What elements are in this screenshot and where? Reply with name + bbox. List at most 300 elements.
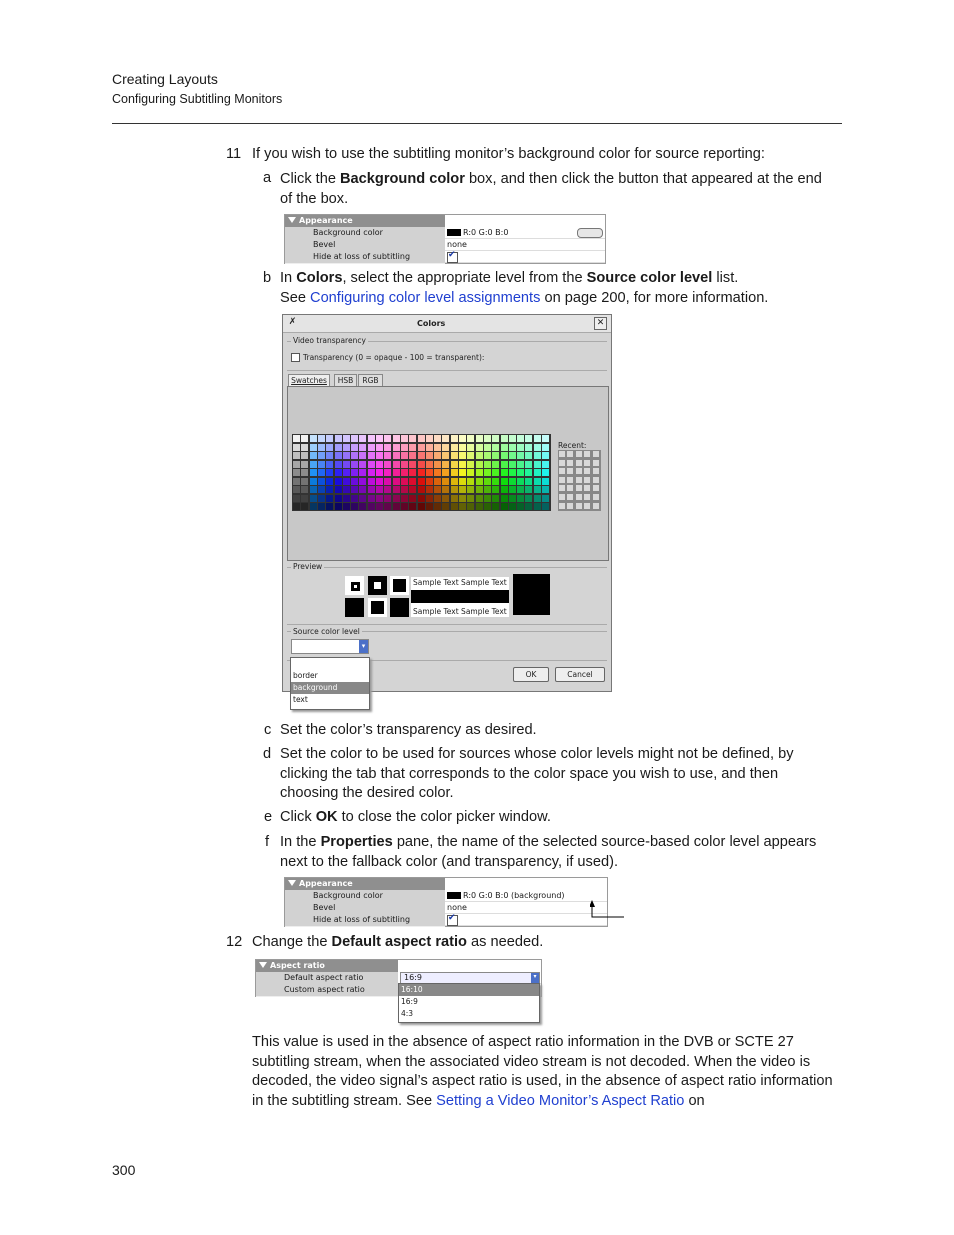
recent-cell[interactable] xyxy=(559,477,565,483)
recent-cell[interactable] xyxy=(584,485,590,491)
swatch-cell[interactable] xyxy=(335,461,342,468)
swatch-cell[interactable] xyxy=(343,461,350,468)
swatch-cell[interactable] xyxy=(409,435,416,442)
swatch-cell[interactable] xyxy=(442,444,449,451)
swatch-cell[interactable] xyxy=(310,435,317,442)
recent-cell[interactable] xyxy=(593,503,599,509)
swatch-cell[interactable] xyxy=(451,486,458,493)
swatch-cell[interactable] xyxy=(318,469,325,476)
source-color-level-select[interactable] xyxy=(291,639,369,654)
swatch-cell[interactable] xyxy=(525,435,532,442)
swatch-cell[interactable] xyxy=(318,452,325,459)
swatch-cell[interactable] xyxy=(368,444,375,451)
swatch-cell[interactable] xyxy=(326,435,333,442)
swatch-cell[interactable] xyxy=(476,486,483,493)
option-16-10[interactable]: 16:10 xyxy=(399,984,539,996)
swatch-cell[interactable] xyxy=(542,435,549,442)
swatch-cell[interactable] xyxy=(451,503,458,510)
swatch-cell[interactable] xyxy=(368,486,375,493)
swatch-cell[interactable] xyxy=(376,435,383,442)
recent-cell[interactable] xyxy=(584,451,590,457)
swatch-cell[interactable] xyxy=(351,486,358,493)
swatch-cell[interactable] xyxy=(293,469,300,476)
swatch-cell[interactable] xyxy=(293,503,300,510)
swatch-cell[interactable] xyxy=(476,503,483,510)
swatch-cell[interactable] xyxy=(335,469,342,476)
swatch-cell[interactable] xyxy=(359,444,366,451)
swatch-cell[interactable] xyxy=(293,478,300,485)
recent-cell[interactable] xyxy=(593,485,599,491)
swatch-cell[interactable] xyxy=(359,495,366,502)
swatch-cell[interactable] xyxy=(326,452,333,459)
swatch-cell[interactable] xyxy=(459,469,466,476)
swatch-cell[interactable] xyxy=(434,469,441,476)
swatch-cell[interactable] xyxy=(376,444,383,451)
recent-cell[interactable] xyxy=(576,451,582,457)
swatch-cell[interactable] xyxy=(484,503,491,510)
swatch-cell[interactable] xyxy=(434,503,441,510)
swatch-cell[interactable] xyxy=(442,503,449,510)
aspect-ratio-dropdown[interactable] xyxy=(398,983,540,1023)
swatch-cell[interactable] xyxy=(501,503,508,510)
swatch-cell[interactable] xyxy=(501,444,508,451)
swatch-cell[interactable] xyxy=(376,503,383,510)
swatch-cell[interactable] xyxy=(542,486,549,493)
option-4-3[interactable]: 4:3 xyxy=(401,1009,414,1018)
swatch-cell[interactable] xyxy=(484,495,491,502)
swatch-cell[interactable] xyxy=(451,495,458,502)
swatch-cell[interactable] xyxy=(368,452,375,459)
swatch-cell[interactable] xyxy=(393,452,400,459)
swatch-cell[interactable] xyxy=(426,486,433,493)
swatch-cell[interactable] xyxy=(326,444,333,451)
swatch-cell[interactable] xyxy=(343,444,350,451)
swatch-cell[interactable] xyxy=(384,435,391,442)
swatch-cell[interactable] xyxy=(326,495,333,502)
swatch-cell[interactable] xyxy=(343,486,350,493)
swatch-cell[interactable] xyxy=(517,478,524,485)
swatch-cell[interactable] xyxy=(442,461,449,468)
swatch-cell[interactable] xyxy=(359,486,366,493)
swatch-cell[interactable] xyxy=(351,444,358,451)
swatch-cell[interactable] xyxy=(376,478,383,485)
swatch-cell[interactable] xyxy=(509,486,516,493)
swatch-cell[interactable] xyxy=(343,435,350,442)
swatch-cell[interactable] xyxy=(301,452,308,459)
swatch-cell[interactable] xyxy=(293,452,300,459)
swatch-cell[interactable] xyxy=(426,469,433,476)
swatch-cell[interactable] xyxy=(393,495,400,502)
swatch-cell[interactable] xyxy=(343,478,350,485)
swatch-cell[interactable] xyxy=(409,444,416,451)
swatch-cell[interactable] xyxy=(534,503,541,510)
swatch-cell[interactable] xyxy=(376,452,383,459)
swatch-cell[interactable] xyxy=(301,495,308,502)
color-picker-button[interactable] xyxy=(577,228,603,238)
swatch-cell[interactable] xyxy=(426,495,433,502)
recent-cell[interactable] xyxy=(593,451,599,457)
swatch-cell[interactable] xyxy=(534,478,541,485)
swatch-cell[interactable] xyxy=(501,469,508,476)
swatch-cell[interactable] xyxy=(293,461,300,468)
recent-cell[interactable] xyxy=(559,503,565,509)
swatch-cell[interactable] xyxy=(509,452,516,459)
recent-cell[interactable] xyxy=(584,477,590,483)
swatch-cell[interactable] xyxy=(451,478,458,485)
swatch-cell[interactable] xyxy=(335,478,342,485)
swatch-cell[interactable] xyxy=(351,435,358,442)
aspect-ratio-link[interactable]: Setting a Video Monitor’s Aspect Ratio xyxy=(436,1092,685,1109)
swatch-cell[interactable] xyxy=(525,503,532,510)
tab-rgb[interactable]: RGB xyxy=(358,374,383,387)
recent-cell[interactable] xyxy=(584,468,590,474)
swatch-cell[interactable] xyxy=(301,469,308,476)
swatch-cell[interactable] xyxy=(310,503,317,510)
swatch-cell[interactable] xyxy=(418,486,425,493)
recent-cell[interactable] xyxy=(559,460,565,466)
swatch-cell[interactable] xyxy=(418,452,425,459)
option-background[interactable]: background xyxy=(291,682,369,694)
swatch-cell[interactable] xyxy=(351,452,358,459)
swatch-cell[interactable] xyxy=(492,444,499,451)
swatch-cell[interactable] xyxy=(384,444,391,451)
swatch-cell[interactable] xyxy=(534,444,541,451)
recent-cell[interactable] xyxy=(576,460,582,466)
swatch-cell[interactable] xyxy=(343,452,350,459)
swatch-cell[interactable] xyxy=(418,495,425,502)
swatch-cell[interactable] xyxy=(359,503,366,510)
cancel-button[interactable]: Cancel xyxy=(555,667,605,682)
swatch-cell[interactable] xyxy=(393,461,400,468)
swatch-cell[interactable] xyxy=(451,435,458,442)
swatch-cell[interactable] xyxy=(310,495,317,502)
swatch-cell[interactable] xyxy=(517,435,524,442)
configuring-link[interactable]: Configuring color level assignments xyxy=(310,289,541,306)
swatch-cell[interactable] xyxy=(525,452,532,459)
recent-cell[interactable] xyxy=(559,451,565,457)
swatch-cell[interactable] xyxy=(368,495,375,502)
swatch-cell[interactable] xyxy=(310,469,317,476)
swatch-cell[interactable] xyxy=(509,461,516,468)
swatch-cell[interactable] xyxy=(384,452,391,459)
background-color-field[interactable]: R:0 G:0 B:0 xyxy=(445,227,605,239)
swatch-cell[interactable] xyxy=(418,461,425,468)
swatch-cell[interactable] xyxy=(509,478,516,485)
swatch-cell[interactable] xyxy=(401,469,408,476)
swatch-cell[interactable] xyxy=(376,469,383,476)
swatch-cell[interactable] xyxy=(351,495,358,502)
swatch-cell[interactable] xyxy=(409,503,416,510)
swatch-cell[interactable] xyxy=(467,495,474,502)
swatch-cell[interactable] xyxy=(376,486,383,493)
swatch-cell[interactable] xyxy=(534,469,541,476)
swatch-cell[interactable] xyxy=(418,444,425,451)
swatch-cell[interactable] xyxy=(335,486,342,493)
swatch-cell[interactable] xyxy=(442,478,449,485)
swatch-cell[interactable] xyxy=(501,461,508,468)
swatch-cell[interactable] xyxy=(509,444,516,451)
swatch-cell[interactable] xyxy=(484,452,491,459)
swatch-cell[interactable] xyxy=(318,495,325,502)
swatch-cell[interactable] xyxy=(426,452,433,459)
swatch-cell[interactable] xyxy=(318,478,325,485)
swatch-cell[interactable] xyxy=(326,486,333,493)
swatch-cell[interactable] xyxy=(401,503,408,510)
swatch-cell[interactable] xyxy=(484,444,491,451)
swatch-cell[interactable] xyxy=(409,495,416,502)
swatch-cell[interactable] xyxy=(409,461,416,468)
swatch-cell[interactable] xyxy=(525,486,532,493)
swatch-cell[interactable] xyxy=(509,503,516,510)
tab-hsb[interactable]: HSB xyxy=(334,374,357,387)
swatch-cell[interactable] xyxy=(376,495,383,502)
swatch-cell[interactable] xyxy=(335,452,342,459)
swatch-cell[interactable] xyxy=(384,486,391,493)
swatch-cell[interactable] xyxy=(467,444,474,451)
swatch-cell[interactable] xyxy=(318,435,325,442)
recent-cell[interactable] xyxy=(576,485,582,491)
swatch-cell[interactable] xyxy=(509,435,516,442)
swatch-cell[interactable] xyxy=(467,469,474,476)
swatch-cell[interactable] xyxy=(384,495,391,502)
tab-swatches[interactable]: Swatches xyxy=(288,374,330,387)
swatch-cell[interactable] xyxy=(418,435,425,442)
swatch-cell[interactable] xyxy=(409,452,416,459)
swatch-cell[interactable] xyxy=(359,478,366,485)
recent-cell[interactable] xyxy=(567,503,573,509)
swatch-cell[interactable] xyxy=(476,495,483,502)
swatch-cell[interactable] xyxy=(418,478,425,485)
swatch-cell[interactable] xyxy=(534,452,541,459)
swatch-cell[interactable] xyxy=(310,444,317,451)
recent-cell[interactable] xyxy=(593,468,599,474)
swatch-cell[interactable] xyxy=(525,444,532,451)
swatch-cell[interactable] xyxy=(401,444,408,451)
swatch-cell[interactable] xyxy=(525,461,532,468)
swatch-cell[interactable] xyxy=(476,469,483,476)
swatch-cell[interactable] xyxy=(459,486,466,493)
swatch-cell[interactable] xyxy=(401,486,408,493)
swatch-cell[interactable] xyxy=(534,486,541,493)
chevron-down-icon[interactable]: ▾ xyxy=(531,973,539,983)
swatch-cell[interactable] xyxy=(351,469,358,476)
swatch-cell[interactable] xyxy=(476,435,483,442)
swatch-cell[interactable] xyxy=(501,478,508,485)
swatch-cell[interactable] xyxy=(467,486,474,493)
swatch-cell[interactable] xyxy=(459,478,466,485)
swatch-cell[interactable] xyxy=(542,495,549,502)
swatch-cell[interactable] xyxy=(384,461,391,468)
swatch-cell[interactable] xyxy=(301,444,308,451)
recent-grid[interactable] xyxy=(558,450,601,511)
option-16-9[interactable]: 16:9 xyxy=(401,997,418,1006)
swatch-cell[interactable] xyxy=(476,478,483,485)
swatch-cell[interactable] xyxy=(542,469,549,476)
swatch-cell[interactable] xyxy=(492,452,499,459)
swatch-cell[interactable] xyxy=(393,478,400,485)
swatch-cell[interactable] xyxy=(442,435,449,442)
swatch-cell[interactable] xyxy=(476,461,483,468)
option-text[interactable]: text xyxy=(293,695,308,704)
swatch-cell[interactable] xyxy=(426,503,433,510)
recent-cell[interactable] xyxy=(584,460,590,466)
recent-cell[interactable] xyxy=(567,460,573,466)
swatch-cell[interactable] xyxy=(426,461,433,468)
recent-cell[interactable] xyxy=(593,494,599,500)
ok-button[interactable]: OK xyxy=(513,667,549,682)
transparency-checkbox[interactable] xyxy=(291,353,300,362)
swatch-cell[interactable] xyxy=(368,435,375,442)
swatch-cell[interactable] xyxy=(368,503,375,510)
swatch-cell[interactable] xyxy=(335,444,342,451)
swatch-cell[interactable] xyxy=(525,478,532,485)
swatch-cell[interactable] xyxy=(326,461,333,468)
swatch-cell[interactable] xyxy=(418,469,425,476)
swatch-cell[interactable] xyxy=(351,478,358,485)
swatch-cell[interactable] xyxy=(467,478,474,485)
swatch-cell[interactable] xyxy=(293,495,300,502)
swatch-cell[interactable] xyxy=(351,461,358,468)
swatch-cell[interactable] xyxy=(534,495,541,502)
swatch-cell[interactable] xyxy=(409,486,416,493)
swatch-cell[interactable] xyxy=(310,478,317,485)
swatch-cell[interactable] xyxy=(426,478,433,485)
swatch-cell[interactable] xyxy=(451,461,458,468)
swatch-cell[interactable] xyxy=(525,495,532,502)
swatch-cell[interactable] xyxy=(359,435,366,442)
aspect-ratio-select[interactable]: 16:9 ▾ xyxy=(400,972,540,984)
swatch-cell[interactable] xyxy=(459,452,466,459)
swatch-cell[interactable] xyxy=(492,435,499,442)
swatch-cell[interactable] xyxy=(509,495,516,502)
recent-cell[interactable] xyxy=(593,460,599,466)
swatch-cell[interactable] xyxy=(384,478,391,485)
swatch-cell[interactable] xyxy=(293,444,300,451)
swatch-cell[interactable] xyxy=(401,461,408,468)
swatch-cell[interactable] xyxy=(492,495,499,502)
swatch-cell[interactable] xyxy=(335,435,342,442)
swatch-cell[interactable] xyxy=(534,435,541,442)
swatch-cell[interactable] xyxy=(393,486,400,493)
swatch-cell[interactable] xyxy=(343,495,350,502)
swatch-cell[interactable] xyxy=(484,435,491,442)
swatch-cell[interactable] xyxy=(459,435,466,442)
swatch-cell[interactable] xyxy=(542,461,549,468)
swatch-cell[interactable] xyxy=(426,435,433,442)
swatch-cell[interactable] xyxy=(492,486,499,493)
swatch-cell[interactable] xyxy=(301,478,308,485)
swatch-cell[interactable] xyxy=(343,503,350,510)
swatch-cell[interactable] xyxy=(393,469,400,476)
recent-cell[interactable] xyxy=(584,494,590,500)
recent-cell[interactable] xyxy=(567,477,573,483)
swatch-cell[interactable] xyxy=(393,444,400,451)
swatch-cell[interactable] xyxy=(368,469,375,476)
option-border[interactable]: border xyxy=(293,671,318,680)
swatch-cell[interactable] xyxy=(542,503,549,510)
swatch-cell[interactable] xyxy=(335,495,342,502)
swatch-cell[interactable] xyxy=(434,444,441,451)
swatch-cell[interactable] xyxy=(393,503,400,510)
swatch-cell[interactable] xyxy=(484,478,491,485)
swatch-cell[interactable] xyxy=(525,469,532,476)
chevron-down-icon[interactable]: ▾ xyxy=(359,640,368,653)
swatch-cell[interactable] xyxy=(517,486,524,493)
hide-checkbox[interactable] xyxy=(447,252,458,263)
recent-cell[interactable] xyxy=(584,503,590,509)
swatch-cell[interactable] xyxy=(459,444,466,451)
swatch-cell[interactable] xyxy=(401,452,408,459)
swatch-cell[interactable] xyxy=(451,452,458,459)
swatch-cell[interactable] xyxy=(459,461,466,468)
swatch-cell[interactable] xyxy=(509,469,516,476)
swatch-cell[interactable] xyxy=(301,435,308,442)
swatch-cell[interactable] xyxy=(301,503,308,510)
hide-checkbox[interactable] xyxy=(447,915,458,926)
swatch-cell[interactable] xyxy=(335,503,342,510)
swatch-cell[interactable] xyxy=(343,469,350,476)
swatch-cell[interactable] xyxy=(326,478,333,485)
swatch-cell[interactable] xyxy=(359,469,366,476)
swatch-cell[interactable] xyxy=(409,478,416,485)
swatch-cell[interactable] xyxy=(459,503,466,510)
swatch-cell[interactable] xyxy=(301,486,308,493)
swatch-cell[interactable] xyxy=(293,435,300,442)
recent-cell[interactable] xyxy=(576,468,582,474)
swatch-cell[interactable] xyxy=(351,503,358,510)
swatch-cell[interactable] xyxy=(318,503,325,510)
swatch-cell[interactable] xyxy=(359,452,366,459)
recent-cell[interactable] xyxy=(567,451,573,457)
swatch-cell[interactable] xyxy=(467,452,474,459)
source-level-dropdown[interactable] xyxy=(290,657,370,710)
swatch-cell[interactable] xyxy=(310,461,317,468)
swatch-cell[interactable] xyxy=(401,435,408,442)
swatch-cell[interactable] xyxy=(501,486,508,493)
swatch-cell[interactable] xyxy=(310,452,317,459)
swatch-cell[interactable] xyxy=(517,469,524,476)
swatch-cell[interactable] xyxy=(376,461,383,468)
swatch-cell[interactable] xyxy=(542,452,549,459)
recent-cell[interactable] xyxy=(567,468,573,474)
swatch-cell[interactable] xyxy=(492,469,499,476)
recent-cell[interactable] xyxy=(567,494,573,500)
swatch-cell[interactable] xyxy=(467,435,474,442)
swatch-cell[interactable] xyxy=(393,435,400,442)
swatch-cell[interactable] xyxy=(418,503,425,510)
option-empty[interactable] xyxy=(291,658,369,670)
recent-cell[interactable] xyxy=(576,477,582,483)
swatch-cell[interactable] xyxy=(484,469,491,476)
swatch-cell[interactable] xyxy=(476,444,483,451)
swatch-grid[interactable] xyxy=(292,434,551,511)
swatch-cell[interactable] xyxy=(534,461,541,468)
close-icon[interactable]: ✕ xyxy=(594,317,607,330)
swatch-cell[interactable] xyxy=(442,469,449,476)
recent-cell[interactable] xyxy=(567,485,573,491)
swatch-cell[interactable] xyxy=(326,469,333,476)
swatch-cell[interactable] xyxy=(476,452,483,459)
swatch-cell[interactable] xyxy=(517,444,524,451)
swatch-cell[interactable] xyxy=(467,461,474,468)
swatch-cell[interactable] xyxy=(501,495,508,502)
recent-cell[interactable] xyxy=(576,503,582,509)
swatch-cell[interactable] xyxy=(451,469,458,476)
swatch-cell[interactable] xyxy=(484,486,491,493)
swatch-cell[interactable] xyxy=(459,495,466,502)
swatch-cell[interactable] xyxy=(442,486,449,493)
swatch-cell[interactable] xyxy=(434,435,441,442)
